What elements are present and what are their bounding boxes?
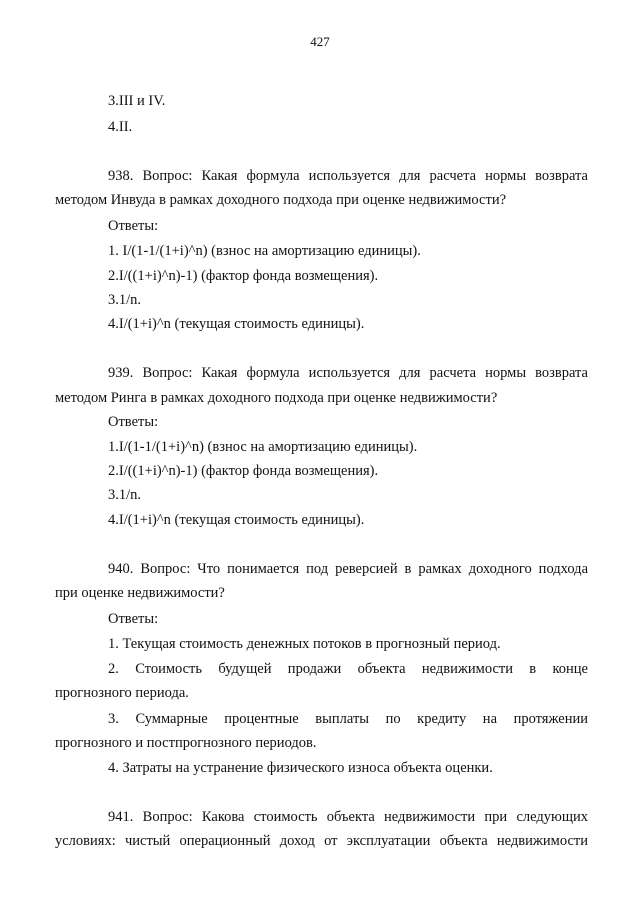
question-939-answer-4: 4.I/(1+i)^n (текущая стоимость единицы). — [108, 512, 365, 528]
question-941-line-1: 941. Вопрос: Какова стоимость объекта недвижимости при следующих — [108, 809, 588, 825]
question-940-answer-2-line-2: прогнозного периода. — [55, 685, 189, 701]
question-938-answer-4: 4.I/(1+i)^n (текущая стоимость единицы). — [108, 316, 365, 332]
question-941-line-2: условиях: чистый операционный доход от эксплуатации объекта недвижимости — [55, 833, 588, 849]
carry-over-answer-4: 4.II. — [108, 119, 133, 135]
question-938-line-1: 938. Вопрос: Какая формула используется для расчета нормы возврата — [108, 168, 588, 184]
question-938-answer-1: 1. I/(1-1/(1+i)^n) (взнос на амортизацию единицы). — [108, 243, 421, 259]
question-940-line-1: 940. Вопрос: Что понимается под реверсией в рамках доходного подхода — [108, 561, 588, 577]
question-938-line-2: методом Инвуда в рамках доходного подхода при оценке недвижимости? — [55, 192, 507, 208]
question-940-answer-4: 4. Затраты на устранение физического износа объекта оценки. — [108, 760, 493, 776]
question-940-line-2: при оценке недвижимости? — [55, 585, 225, 601]
question-940-answer-3-line-2: прогнозного и постпрогнозного периодов. — [55, 735, 317, 751]
question-939-answers-label: Ответы: — [108, 414, 159, 430]
question-940-answers-label: Ответы: — [108, 611, 159, 627]
question-939-answer-3: 3.1/n. — [108, 487, 142, 503]
question-940-answer-1: 1. Текущая стоимость денежных потоков в прогнозный период. — [108, 636, 501, 652]
question-939-line-1: 939. Вопрос: Какая формула используется для расчета нормы возврата — [108, 365, 588, 381]
question-938-answer-3: 3.1/n. — [108, 292, 142, 308]
question-940-answer-3-line-1: 3. Суммарные процентные выплаты по кредиту на протяжении — [108, 711, 588, 727]
question-939-answer-2: 2.I/((1+i)^n)-1) (фактор фонда возмещения). — [108, 463, 379, 479]
carry-over-answer-3: 3.III и IV. — [108, 93, 166, 109]
question-940-answer-2-line-1: 2. Стоимость будущей продажи объекта недвижимости в конце — [108, 661, 588, 677]
question-939-answer-1: 1.I/(1-1/(1+i)^n) (взнос на амортизацию единицы). — [108, 439, 418, 455]
question-939-line-2: методом Ринга в рамках доходного подхода при оценке недвижимости? — [55, 390, 498, 406]
question-938-answer-2: 2.I/((1+i)^n)-1) (фактор фонда возмещения). — [108, 268, 379, 284]
page-number: 427 — [310, 34, 330, 49]
question-938-answers-label: Ответы: — [108, 218, 159, 234]
